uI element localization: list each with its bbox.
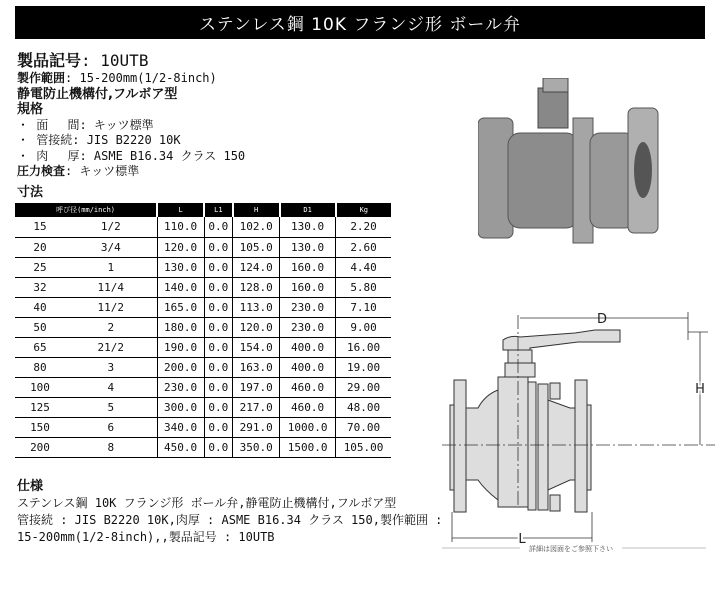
table-cell: 291.0 xyxy=(233,417,280,437)
table-cell: 130.0 xyxy=(157,257,204,277)
table-cell: 50 xyxy=(15,317,65,337)
table-cell: 0.0 xyxy=(204,357,233,377)
drawing-note: 詳細は図面をご参照下さい xyxy=(529,545,613,553)
table-row xyxy=(15,377,391,397)
table-row xyxy=(15,277,391,297)
table-cell: 11/2 xyxy=(65,297,157,317)
table-row xyxy=(15,397,391,417)
table-cell: 230.0 xyxy=(280,317,336,337)
dimensions-table xyxy=(15,203,391,458)
table-cell: 160.0 xyxy=(280,257,336,277)
table-row xyxy=(15,257,391,277)
range-label: 製作範囲 xyxy=(17,71,66,85)
table-cell: 1500.0 xyxy=(280,437,336,457)
table-row xyxy=(15,337,391,357)
table-cell: 200 xyxy=(15,437,65,457)
table-cell: 15 xyxy=(15,217,65,237)
spec-line: 管接続 : JIS B2220 10K,肉厚 : ASME B16.34 クラス 150,製作範囲 : xyxy=(17,513,443,527)
table-cell: 180.0 xyxy=(157,317,204,337)
dims-heading: 寸法 xyxy=(17,185,44,200)
std-label: ・ 面 間 xyxy=(17,117,80,132)
table-row xyxy=(15,437,391,457)
table-cell: 0.0 xyxy=(204,317,233,337)
dim-l-label: L xyxy=(518,532,526,547)
table-cell: 2.60 xyxy=(336,237,391,257)
table-cell: 6 xyxy=(65,417,157,437)
table-cell: 2 xyxy=(65,317,157,337)
table-row xyxy=(15,217,391,237)
table-cell: 4.40 xyxy=(336,257,391,277)
table-row xyxy=(15,317,391,337)
standards-heading: 規格 xyxy=(17,102,44,117)
table-cell: 128.0 xyxy=(233,277,280,297)
table-cell: 300.0 xyxy=(157,397,204,417)
table-row xyxy=(15,417,391,437)
table-cell: 21/2 xyxy=(65,337,157,357)
table-cell: 0.0 xyxy=(204,297,233,317)
page-title: ステンレス鋼 10K フランジ形 ボール弁 xyxy=(15,6,705,39)
dim-h-label: H xyxy=(695,382,705,397)
table-cell: 19.00 xyxy=(336,357,391,377)
table-cell: 11/4 xyxy=(65,277,157,297)
table-cell: 2.20 xyxy=(336,217,391,237)
table-cell: 460.0 xyxy=(280,397,336,417)
table-cell: 65 xyxy=(15,337,65,357)
spec-line: ステンレス鋼 10K フランジ形 ボール弁,静電防止機構付,フルボア型 xyxy=(17,496,397,510)
table-cell: 80 xyxy=(15,357,65,377)
table-cell: 0.0 xyxy=(204,277,233,297)
col-header: 呼び径(mm/inch) xyxy=(15,203,157,217)
table-cell: 110.0 xyxy=(157,217,204,237)
table-cell: 7.10 xyxy=(336,297,391,317)
table-cell: 450.0 xyxy=(157,437,204,457)
table-cell: 120.0 xyxy=(157,237,204,257)
table-cell: 1 xyxy=(65,257,157,277)
table-cell: 3 xyxy=(65,357,157,377)
spec-section xyxy=(17,478,442,546)
table-cell: 200.0 xyxy=(157,357,204,377)
table-cell: 5 xyxy=(65,397,157,417)
table-row xyxy=(15,297,391,317)
spec-heading: 仕様 xyxy=(17,479,44,494)
table-cell: 0.0 xyxy=(204,257,233,277)
table-cell: 154.0 xyxy=(233,337,280,357)
table-row xyxy=(15,357,391,377)
table-cell: 20 xyxy=(15,237,65,257)
col-header: L xyxy=(157,203,204,217)
table-cell: 160.0 xyxy=(280,277,336,297)
table-cell: 125 xyxy=(15,397,65,417)
table-cell: 0.0 xyxy=(204,237,233,257)
table-cell: 9.00 xyxy=(336,317,391,337)
table-cell: 460.0 xyxy=(280,377,336,397)
col-header: D1 xyxy=(280,203,336,217)
std-label: ・ 管接続 xyxy=(17,133,73,147)
table-cell: 1000.0 xyxy=(280,417,336,437)
table-cell: 190.0 xyxy=(157,337,204,357)
table-cell: 163.0 xyxy=(233,357,280,377)
table-cell: 105.00 xyxy=(336,437,391,457)
table-cell: 40 xyxy=(15,297,65,317)
table-cell: 100 xyxy=(15,377,65,397)
feature: 静電防止機構付,フルボア型 xyxy=(17,86,178,102)
spec-line: 15-200mm(1/2-8inch),,製品記号 : 10UTB xyxy=(17,530,275,544)
table-cell: 48.00 xyxy=(336,397,391,417)
table-cell: 0.0 xyxy=(204,337,233,357)
table-cell: 0.0 xyxy=(204,217,233,237)
table-cell: 32 xyxy=(15,277,65,297)
table-cell: 165.0 xyxy=(157,297,204,317)
dim-d-label: D xyxy=(596,312,608,327)
std-value: ASME B16.34 クラス 150 xyxy=(93,148,246,163)
table-cell: 197.0 xyxy=(233,377,280,397)
valve-drawing xyxy=(430,300,720,560)
table-cell: 5.80 xyxy=(336,277,391,297)
std-value: JIS B2220 10K xyxy=(86,133,181,147)
table-cell: 102.0 xyxy=(233,217,280,237)
product-info: 製品記号: 10UTB 製作範囲: 15-200mm(1/2-8inch) 静電防止機構付,フルボア型 規格 ・ 面 間: キッツ標準 ・ 管接続: JIS B2220 10K ・ 肉 厚: ASME B16.34 クラス 150 圧力検査: キッツ標準 xyxy=(17,51,246,178)
table-cell: 0.0 xyxy=(204,437,233,457)
table-cell: 130.0 xyxy=(280,237,336,257)
col-header: H xyxy=(233,203,280,217)
table-row xyxy=(15,237,391,257)
table-cell: 350.0 xyxy=(233,437,280,457)
table-cell: 70.00 xyxy=(336,417,391,437)
col-header: L1 xyxy=(204,203,233,217)
product-code-label: 製品記号 xyxy=(17,51,82,70)
range-value: 15-200mm(1/2-8inch) xyxy=(79,71,217,85)
pressure-value: キッツ標準 xyxy=(79,164,140,178)
std-value: キッツ標準 xyxy=(93,117,154,132)
table-cell: 217.0 xyxy=(233,397,280,417)
table-cell: 130.0 xyxy=(280,217,336,237)
table-cell: 230.0 xyxy=(157,377,204,397)
product-code: 10UTB xyxy=(100,51,149,70)
table-cell: 400.0 xyxy=(280,357,336,377)
table-cell: 0.0 xyxy=(204,377,233,397)
table-cell: 124.0 xyxy=(233,257,280,277)
table-cell: 8 xyxy=(65,437,157,457)
table-cell: 0.0 xyxy=(204,397,233,417)
table-cell: 4 xyxy=(65,377,157,397)
table-cell: 340.0 xyxy=(157,417,204,437)
table-cell: 29.00 xyxy=(336,377,391,397)
table-cell: 1/2 xyxy=(65,217,157,237)
table-cell: 230.0 xyxy=(280,297,336,317)
table-cell: 113.0 xyxy=(233,297,280,317)
table-cell: 140.0 xyxy=(157,277,204,297)
table-cell: 25 xyxy=(15,257,65,277)
table-cell: 105.0 xyxy=(233,237,280,257)
valve-photo xyxy=(478,78,663,248)
std-label: ・ 肉 厚 xyxy=(17,148,80,163)
pressure-label: 圧力検査 xyxy=(17,164,66,178)
table-cell: 16.00 xyxy=(336,337,391,357)
table-cell: 150 xyxy=(15,417,65,437)
table-cell: 120.0 xyxy=(233,317,280,337)
table-cell: 3/4 xyxy=(65,237,157,257)
col-header: Kg xyxy=(336,203,391,217)
table-cell: 0.0 xyxy=(204,417,233,437)
table-cell: 400.0 xyxy=(280,337,336,357)
